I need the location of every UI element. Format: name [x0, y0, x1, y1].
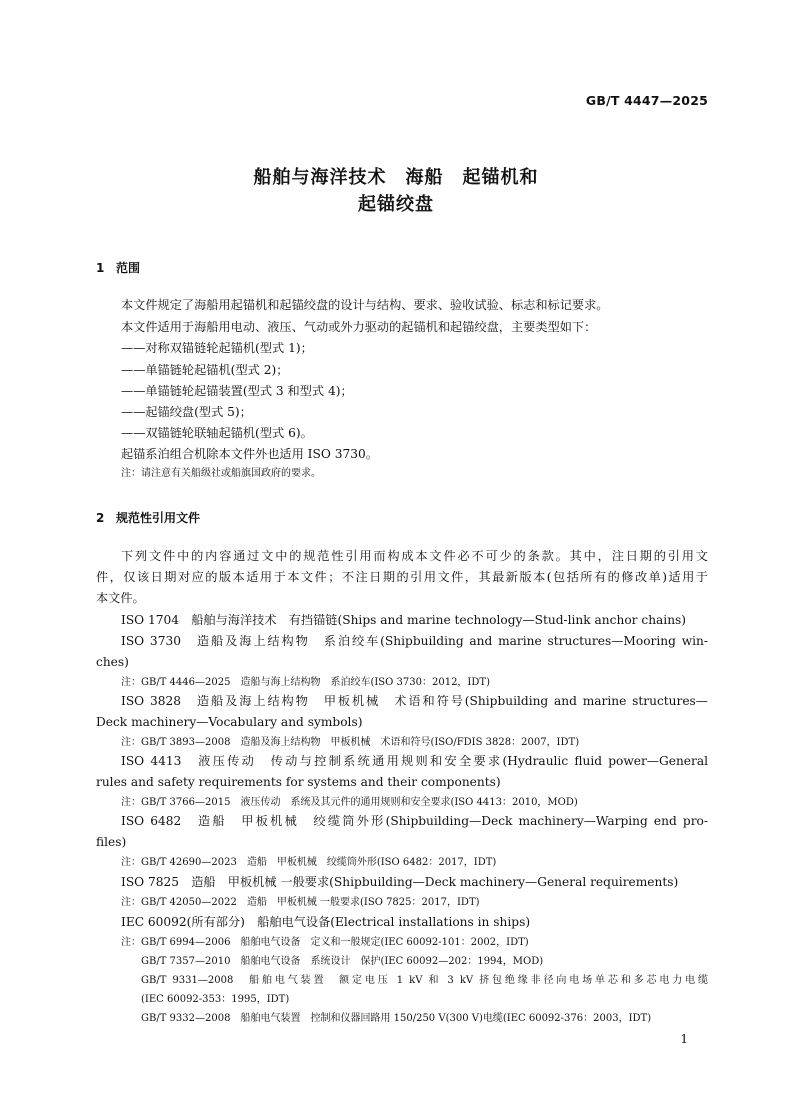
- note: 注：GB/T 42050—2022 造船 甲板机械 一般要求(ISO 7825：2017，IDT): [121, 897, 480, 908]
- paragraph-line: 件，仅该日期对应的版本适用于本文件；不注日期的引用文件，其最新版本(包括所有的修改单)适用于: [96, 570, 708, 584]
- note: GB/T 9332—2008 船舶电气装置 控制和仪器回路用 150/250 V(300 V)电缆(IEC 60092-376：2003，IDT): [141, 1013, 652, 1024]
- list-item: ——起锚绞盘(型式 5)；: [121, 405, 252, 419]
- section-number: 1: [96, 261, 105, 275]
- paragraph-line: 本文件规定了海船用起锚机和起锚绞盘的设计与结构、要求、验收试验、标志和标记要求。: [121, 298, 609, 312]
- reference-entry: ISO 3730 造船及海上结构物 系泊绞车(Shipbuilding and marine structures—Mooring win-: [121, 634, 708, 648]
- list-item: ——单锚链轮起锚机(型式 2)；: [121, 363, 289, 377]
- reference-entry: ISO 1704 船舶与海洋技术 有挡锚链(Ships and marine technology—Stud-link anchor chains): [121, 613, 687, 627]
- list-item: ——双锚链轮联轴起锚机(型式 6)。: [121, 426, 313, 440]
- reference-entry: ISO 6482 造船 甲板机械 绞缆筒外形(Shipbuilding—Deck machinery—Warping end pro-: [121, 814, 708, 828]
- note: 注：GB/T 6994—2006 船舶电气设备 定义和一般规定(IEC 60092-101：2002，IDT): [121, 937, 529, 948]
- title-line-1: 船舶与海洋技术 海船 起锚机和: [253, 167, 539, 188]
- paragraph-line: 起锚系泊组合机除本文件外也适用 ISO 3730。: [121, 447, 378, 461]
- reference-entry: ches): [96, 655, 129, 669]
- reference-entry: ISO 7825 造船 甲板机械 一般要求(Shipbuilding—Deck machinery—General requirements): [121, 875, 679, 889]
- reference-entry: Deck machinery—Vocabulary and symbols): [96, 715, 363, 729]
- reference-entry: IEC 60092(所有部分) 船舶电气设备(Electrical installations in ships): [121, 915, 531, 929]
- list-item: ——对称双锚链轮起锚机(型式 1)；: [121, 341, 313, 355]
- reference-entry: rules and safety requirements for systems and their components): [96, 775, 501, 789]
- note: 注：请注意有关船级社或船旗国政府的要求。: [121, 468, 321, 479]
- list-item: ——单锚链轮起锚装置(型式 3 和型式 4)；: [121, 384, 353, 398]
- paragraph-line: 下列文件中的内容通过文中的规范性引用而构成本文件必不可少的条款。其中，注日期的引用文: [121, 549, 708, 563]
- note: (IEC 60092-353：1995，IDT): [141, 994, 290, 1005]
- paragraph-line: 本文件。: [96, 591, 145, 605]
- reference-entry: ISO 3828 造船及海上结构物 甲板机械 术语和符号(Shipbuilding and marine structures—: [121, 694, 708, 708]
- section-2-heading: [96, 509, 200, 526]
- note: GB/T 7357—2010 船舶电气设备 系统设计 保护(IEC 60092—202：1994，MOD): [141, 956, 544, 967]
- page-number: 1: [680, 1032, 688, 1046]
- title-line-2: 起锚绞盘: [358, 194, 434, 215]
- section-title: 规范性引用文件: [116, 511, 201, 525]
- section-title: 范围: [116, 261, 141, 275]
- note: 注：GB/T 42690—2023 造船 甲板机械 绞缆筒外形(ISO 6482：2017，IDT): [121, 857, 497, 868]
- standard-number: GB/T 4447—2025: [585, 93, 708, 108]
- note: 注：GB/T 3766—2015 液压传动 系统及其元件的通用规则和安全要求(ISO 4413：2010，MOD): [121, 797, 578, 808]
- section-1-heading: [96, 259, 140, 276]
- paragraph-line: 本文件适用于海船用电动、液压、气动或外力驱动的起锚机和起锚绞盘，主要类型如下：: [121, 320, 597, 334]
- note: 注：GB/T 4446—2025 造船与海上结构物 系泊绞车(ISO 3730：2012，IDT): [121, 677, 490, 688]
- note: 注：GB/T 3893—2008 造船及海上结构物 甲板机械 术语和符号(ISO/FDIS 3828：2007，IDT): [121, 737, 580, 748]
- section-number: 2: [96, 511, 105, 525]
- reference-entry: files): [96, 835, 127, 849]
- reference-entry: ISO 4413 液压传动 传动与控制系统通用规则和安全要求(Hydraulic fluid power—General: [121, 754, 708, 768]
- note: GB/T 9331—2008 船舶电气装置 额定电压 1 kV 和 3 kV 挤包绝缘非径向电场单芯和多芯电力电缆: [141, 975, 708, 986]
